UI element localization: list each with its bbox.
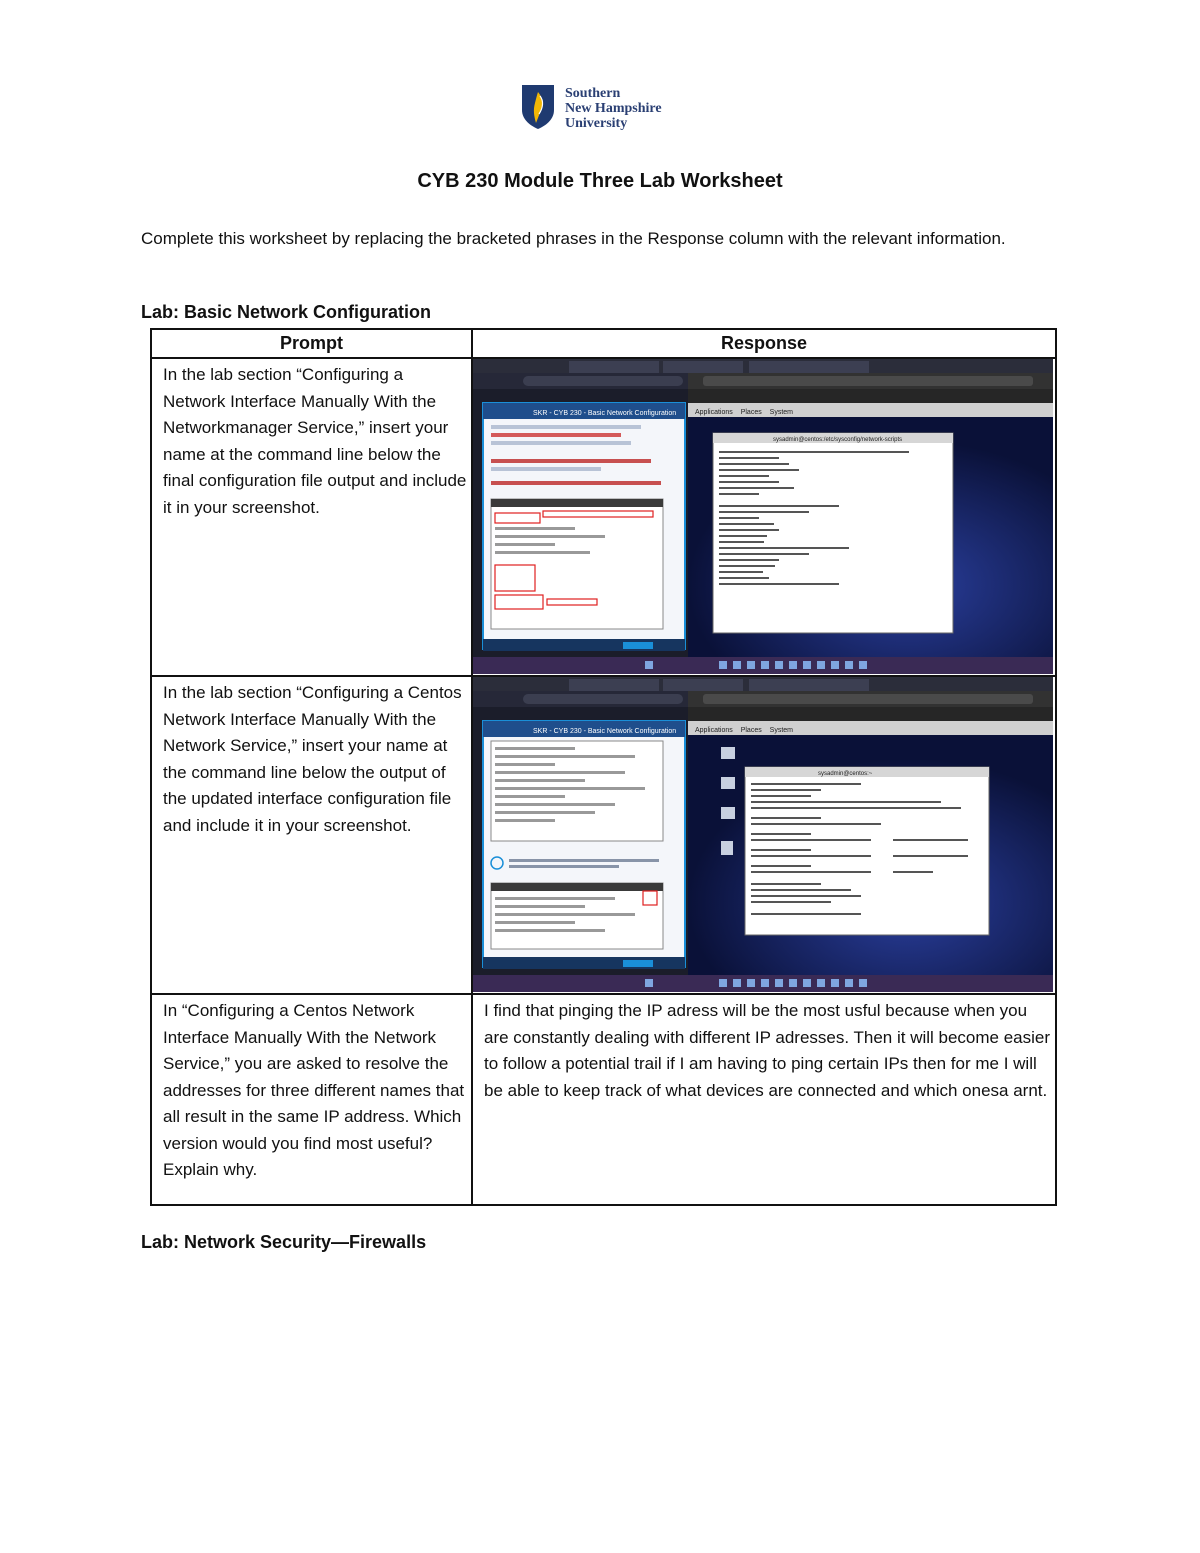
svg-text:Applications Places <box>695 409 793 416</box>
vm-menu-places: Places <box>740 409 762 416</box>
logo-line-1: Southern <box>565 86 621 101</box>
prompt-cell: In “Configuring a Centos Network Interface Manually With the Network Service,” you are asked to resolve the addresses for three different names that all result in the same IP address. Which version would you find most useful? Explain why. <box>151 994 472 1205</box>
response-header: Response <box>472 329 1056 358</box>
vm-menu-system: System <box>769 409 794 416</box>
vm-terminal-title: sysadmin@centos:~ <box>818 771 873 777</box>
response-cell <box>472 676 1056 994</box>
prompt-header: Prompt <box>151 329 472 358</box>
document-title: CYB 230 Module Three Lab Worksheet <box>417 170 783 192</box>
lab-panel-title: SKR - CYB 230 - Basic Network Configuration <box>533 410 677 417</box>
svg-text:Applications Places <box>695 727 793 734</box>
logo-line-3: University <box>565 116 628 131</box>
snhu-wordmark <box>565 86 662 131</box>
prompt-cell: In the lab section “Configuring a Network Interface Manually With the Networkmanager Service,” insert your name at the command line below the final configuration file output and include it in your screenshot. <box>151 358 472 676</box>
logo-line-2: New Hampshire <box>565 101 662 116</box>
vm-menu-system: System <box>769 727 794 734</box>
screenshot-network-service <box>473 677 1053 992</box>
vm-terminal-title: sysadmin@centos:/etc/sysconfig/network-scripts <box>773 437 903 443</box>
table-row <box>151 676 1056 994</box>
vm-menu-applications: Applications <box>695 409 733 416</box>
response-cell: I find that pinging the IP adress will be the most usful because when you are constantly dealing with different IP adresses. Then it will become easier to follow a potential trail if I am having to ping certain IPs then for me I will be able to keep track of what devices are connected and which onesa arnt. <box>472 994 1056 1205</box>
section-heading-basic-network: Lab: Basic Network Configuration <box>141 302 432 322</box>
vm-menu-applications: Applications <box>695 727 733 734</box>
screenshot-networkmanager <box>473 359 1053 674</box>
section-heading-firewalls: Lab: Network Security—Firewalls <box>141 1232 427 1252</box>
table-header-row <box>151 329 1056 358</box>
response-cell <box>472 358 1056 676</box>
prompt-cell: In the lab section “Configuring a Centos Network Interface Manually With the Network Service,” insert your name at the command line below the output of the updated interface configuration file and include it in your screenshot. <box>151 676 472 994</box>
table-row <box>151 358 1056 676</box>
intro-paragraph: Complete this worksheet by replacing the bracketed phrases in the Response column with the relevant information. <box>141 229 1006 248</box>
snhu-shield-icon <box>521 84 555 130</box>
lab-panel-title: SKR - CYB 230 - Basic Network Configuration <box>533 728 677 735</box>
worksheet-table <box>150 328 1057 1206</box>
vm-menu-places: Places <box>740 727 762 734</box>
table-row <box>151 994 1056 1205</box>
snhu-logo <box>521 84 691 134</box>
